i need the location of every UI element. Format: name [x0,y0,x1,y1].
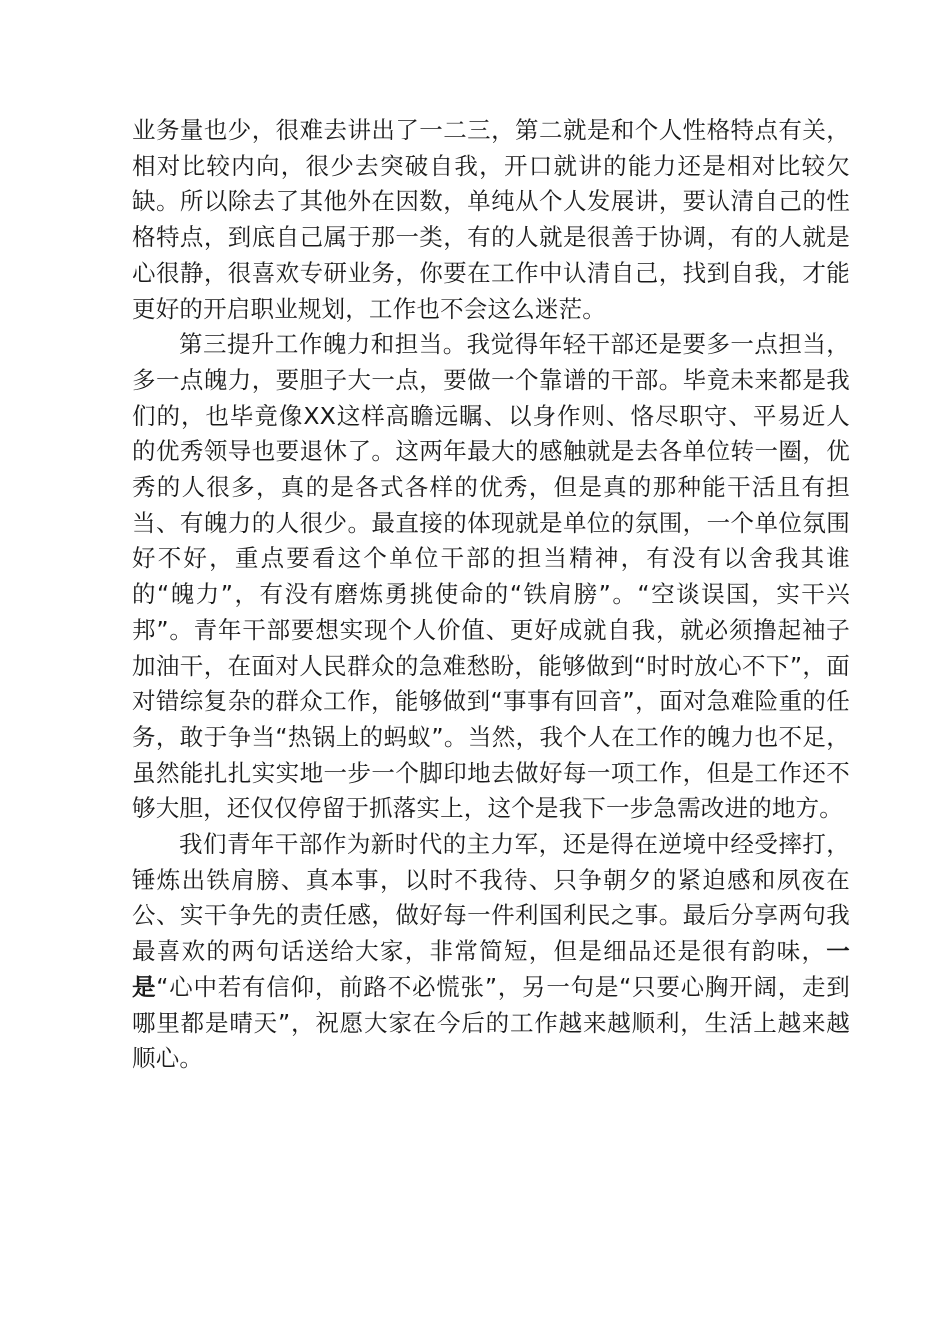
paragraph-3 [132,827,850,1077]
document-page [132,113,850,1077]
paragraph-3-text-before-bold: 我们青年干部作为新时代的主力军，还是得在逆境中经受摔打，锤炼出铁肩膀、真本事，以时不我待、只争朝夕的紧迫感和夙夜在公、实干争先的责任感，做好每一件利国利民之事。最后分享两句我最喜欢的两句话送给大家，非常简短，但是细品还是很有韵味， [132,830,850,966]
paragraph-1 [132,113,850,327]
paragraph-2-text: 第三提升工作魄力和担当。我觉得年轻干部还是要多一点担当，多一点魄力，要胆子大一点，要做一个靠谱的干部。毕竟未来都是我们的，也毕竟像XX这样高瞻远瞩、以身作则、恪尽职守、平易近人的优秀领导也要退休了。这两年最大的感触就是去各单位转一圈，优秀的人很多，真的是各式各样的优秀，但是真的那种能干活且有担当、有魄力的人很少。最直接的体现就是单位的氛围，一个单位氛围好不好，重点要看这个单位干部的担当精神，有没有以舍我其谁的“魄力”，有没有磨炼勇挑使命的“铁肩膀”。“空谈误国，实干兴邦”。青年干部要想实现个人价值、更好成就自我，就必须撸起袖子加油干，在面对人民群众的急难愁盼，能够做到“时时放心不下”，面对错综复杂的群众工作，能够做到“事事有回音”，面对急难险重的任务，敢于争当“热锅上的蚂蚁”。当然，我个人在工作的魄力也不足，虽然能扎扎实实地一步一个脚印地去做好每一项工作，但是工作还不够大胆，还仅仅停留于抓落实上，这个是我下一步急需改进的地方。 [132,330,850,823]
paragraph-1-text: 业务量也少，很难去讲出了一二三，第二就是和个人性格特点有关，相对比较内向，很少去突破自我，开口就讲的能力还是相对比较欠缺。所以除去了其他外在因数，单纯从个人发展讲，要认清自己的性格特点，到底自己属于那一类，有的人就是很善于协调，有的人就是心很静，很喜欢专研业务，你要在工作中认清自己，找到自我，才能更好的开启职业规划，工作也不会这么迷茫。 [132,116,850,323]
paragraph-2 [132,327,850,827]
paragraph-3-text-after-bold: “心中若有信仰，前路不必慌张”，另一句是“只要心胸开阔，走到哪里都是晴天”，祝愿大家在今后的工作越来越顺利，生活上越来越顺心。 [132,972,850,1073]
paragraph-3-bold-text: 一是 [132,937,850,1001]
